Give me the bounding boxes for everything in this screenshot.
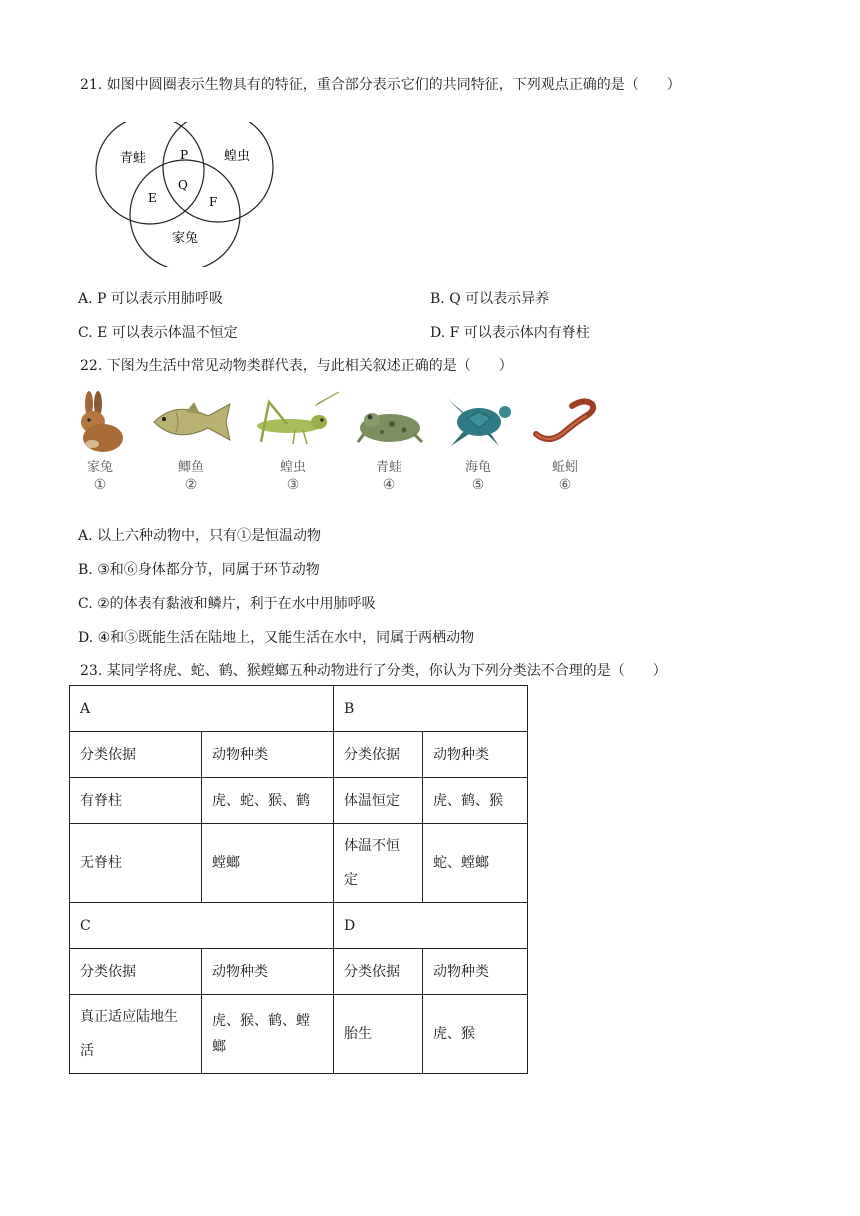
q22-stem: 22. 下图为生活中常见动物类群代表，与此相关叙述正确的是（ ） xyxy=(80,358,513,374)
option-b-header: B xyxy=(334,686,528,732)
venn-circle-locust xyxy=(163,122,273,222)
q21-option-a: A. P 可以表示用肺呼吸 xyxy=(78,291,223,307)
animal-number: ② xyxy=(184,477,198,493)
animal-name: 蚯蚓 xyxy=(551,460,578,475)
animal-number: ③ xyxy=(286,477,300,493)
table-cell: 无脊柱 xyxy=(70,824,202,903)
option-c-header: C xyxy=(70,903,334,949)
q23-stem: 23. 某同学将虎、蛇、鹤、猴螳螂五种动物进行了分类，你认为下列分类法不合理的是（ ） xyxy=(80,663,667,679)
q21-option-c: C. E 可以表示体温不恒定 xyxy=(78,325,238,341)
venn-label-q: Q xyxy=(178,178,188,192)
animal-frog xyxy=(349,390,429,494)
table-row xyxy=(70,949,528,995)
animal-name: 家兔 xyxy=(86,460,113,475)
table-row xyxy=(70,778,528,824)
table-cell: 体温恒定 xyxy=(334,778,423,824)
animal-rabbit xyxy=(60,390,140,494)
animal-name: 蝗虫 xyxy=(279,460,306,475)
q22-option-a: A. 以上六种动物中，只有①是恒温动物 xyxy=(78,528,322,544)
q22-option-c: C. ②的体表有黏液和鳞片，利于在水中用肺呼吸 xyxy=(78,596,376,612)
table-cell: 有脊柱 xyxy=(70,778,202,824)
table-cell xyxy=(334,824,423,903)
animal-name: 鲫鱼 xyxy=(177,460,204,475)
option-a-header: A xyxy=(70,686,334,732)
venn-label-p: P xyxy=(180,148,189,162)
table-row xyxy=(70,824,528,903)
table-cell: 蛇、螳螂 xyxy=(423,824,528,903)
table-row xyxy=(70,995,528,1074)
animal-fish xyxy=(146,390,236,494)
venn-label-locust: 蝗虫 xyxy=(224,149,251,164)
venn-label-f: F xyxy=(209,195,218,209)
animal-name: 青蛙 xyxy=(375,460,402,475)
earthworm-icon xyxy=(528,390,602,452)
table-row xyxy=(70,732,528,778)
animal-number: ⑤ xyxy=(471,477,485,493)
table-cell: 动物种类 xyxy=(423,732,528,778)
fish-icon xyxy=(146,390,236,452)
animal-turtle xyxy=(438,390,518,494)
cell-line: 活 xyxy=(80,1043,94,1059)
cell-line: 体温不恒 xyxy=(344,838,400,854)
table-cell: 分类依据 xyxy=(70,732,202,778)
table-cell xyxy=(70,995,202,1074)
table-cell: 螳螂 xyxy=(202,824,334,903)
venn-label-rabbit: 家兔 xyxy=(172,231,199,246)
animal-name: 海龟 xyxy=(464,460,491,475)
locust-icon xyxy=(243,390,343,452)
cell-line: 真正适应陆地生 xyxy=(80,1009,178,1025)
q22-option-b: B. ③和⑥身体都分节，同属于环节动物 xyxy=(78,562,320,578)
table-cell: 虎、鹤、猴 xyxy=(423,778,528,824)
venn-circle-rabbit xyxy=(130,160,240,267)
q21-option-b: B. Q 可以表示异养 xyxy=(430,291,550,307)
table-cell: 虎、蛇、猴、鹤 xyxy=(202,778,334,824)
table-cell: 虎、猴、鹤、螳螂 xyxy=(202,995,334,1074)
frog-icon xyxy=(352,390,426,452)
table-cell: 动物种类 xyxy=(202,949,334,995)
turtle-icon xyxy=(441,390,515,452)
table-row xyxy=(70,686,528,732)
q22-option-d: D. ④和⑤既能生活在陆地上，又能生活在水中，同属于两栖动物 xyxy=(78,630,475,646)
q21-stem: 21. 如图中圆圈表示生物具有的特征，重合部分表示它们的共同特征，下列观点正确的是（ ） xyxy=(80,77,681,93)
table-cell: 虎、猴 xyxy=(423,995,528,1074)
animal-earthworm xyxy=(525,390,605,494)
table-cell: 分类依据 xyxy=(70,949,202,995)
venn-label-e: E xyxy=(148,191,157,205)
q21-option-d: D. F 可以表示体内有脊柱 xyxy=(430,325,590,341)
table-cell: 分类依据 xyxy=(334,949,423,995)
classification-table xyxy=(69,685,528,1074)
animal-number: ① xyxy=(93,477,107,493)
animal-number: ⑥ xyxy=(558,477,572,493)
rabbit-icon xyxy=(65,390,135,452)
animal-locust xyxy=(243,390,343,494)
table-cell: 动物种类 xyxy=(423,949,528,995)
venn-diagram xyxy=(88,122,288,267)
cell-line: 定 xyxy=(344,872,358,888)
table-cell: 动物种类 xyxy=(202,732,334,778)
table-cell: 分类依据 xyxy=(334,732,423,778)
venn-label-frog: 青蛙 xyxy=(120,151,147,166)
animal-figure xyxy=(70,390,630,510)
table-cell: 胎生 xyxy=(334,995,423,1074)
option-d-header: D xyxy=(334,903,528,949)
table-row xyxy=(70,903,528,949)
animal-number: ④ xyxy=(382,477,396,493)
